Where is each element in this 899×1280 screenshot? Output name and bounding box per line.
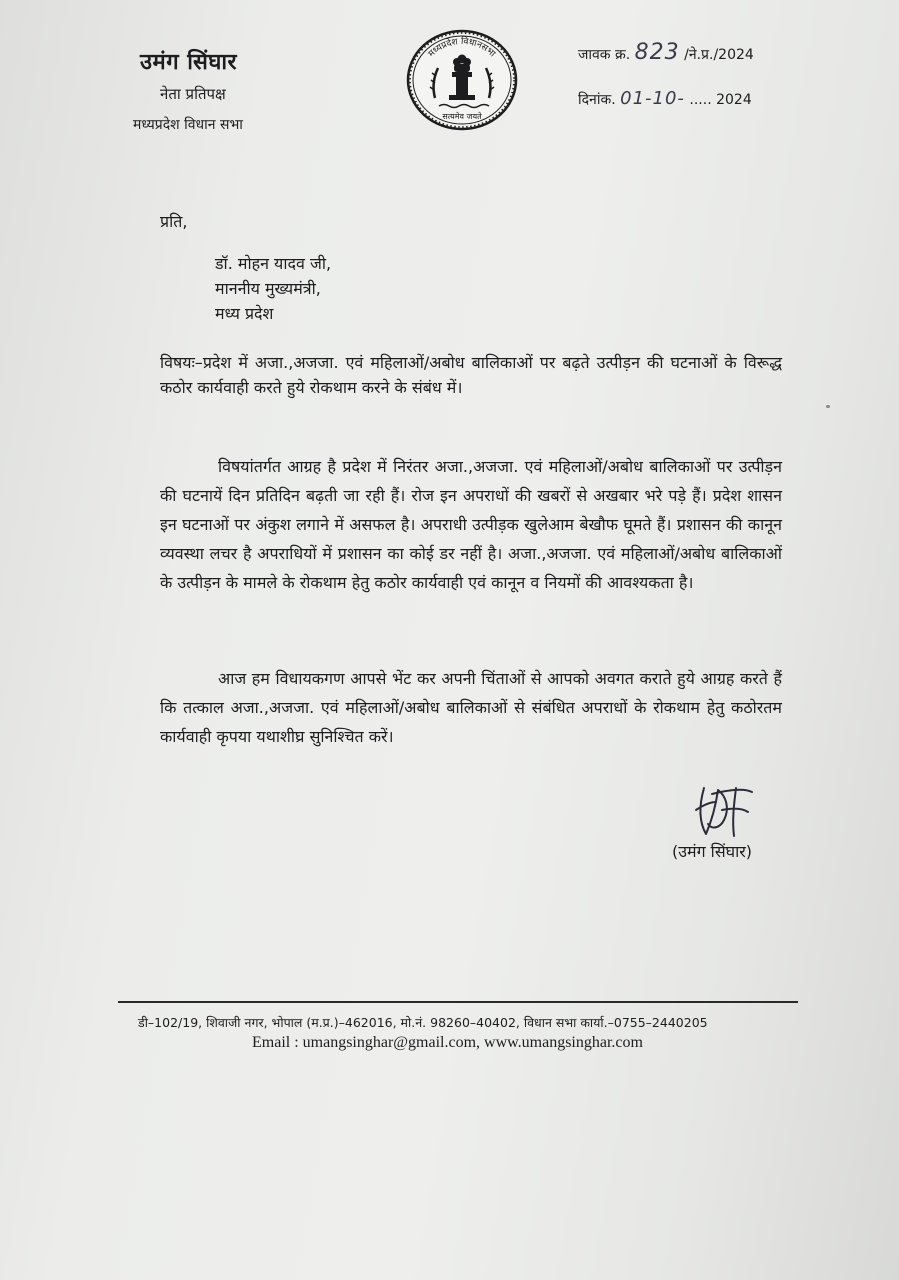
signatory-name: (उमंग सिंघार) <box>672 842 753 861</box>
dispatch-number-handwritten: 823 <box>634 40 680 65</box>
to-label: प्रति, <box>160 212 188 231</box>
subject-block <box>160 350 782 400</box>
dispatch-label: जावक क्र. <box>578 47 631 63</box>
date-handwritten: 01-10- <box>620 88 685 109</box>
date-year: 2024 <box>716 92 752 108</box>
recipient-name: डॉ. मोहन यादव जी, <box>215 254 332 273</box>
footer-divider <box>118 1001 798 1003</box>
recipient-designation: माननीय मुख्यमंत्री, <box>215 279 321 298</box>
sender-name: उमंग सिंघार <box>140 50 238 75</box>
footer-contact: Email : umangsinghar@gmail.com, www.umangsinghar.com <box>252 1034 643 1051</box>
body-paragraph-1: विषयांतर्गत आग्रह है प्रदेश में निरंतर अजा.,अजजा. एवं महिलाओं/अबोध बालिकाओं पर उत्पीड़न की घटनायें दिन प्रतिदिन बढ़ती जा रही हैं। रोज इन अपराधों की खबरों से अखबार भरे पड़े हैं। प्रदेश शासन इन घटनाओं पर अंकुश लगाने में असफल है। अपराधी उत्पीड़क खुलेआम बेखौफ घूमते हैं। प्रशासन की कानून व्यवस्था लचर है अपराधियों में प्रशासन का कोई डर नहीं है। अजा.,अजजा. एवं महिलाओं/अबोध बालिकाओं के उत्पीड़न के मामले के रोकथाम हेतु कठोर कार्यवाही एवं कानून व नियमों की आवश्यकता है। <box>160 457 782 592</box>
date-line <box>578 88 752 109</box>
paper-speck <box>826 405 830 408</box>
date-label: दिनांक. <box>578 92 616 108</box>
date-dots: ..... <box>689 92 712 108</box>
subject-text: प्रदेश में अजा.,अजजा. एवं महिलाओं/अबोध बालिकाओं पर बढ़ते उत्पीड़न की घटनाओं के विरूद्ध कठोर कार्यवाही करते हुये रोकथाम करने के संबंध में। <box>160 353 782 397</box>
sender-designation: नेता प्रतिपक्ष <box>160 85 226 103</box>
seal-top-text: मध्यप्रदेश विधानसभा <box>426 36 498 60</box>
state-emblem-seal-icon <box>405 28 519 132</box>
dispatch-suffix: /ने.प्र./2024 <box>684 47 754 63</box>
dispatch-number-line <box>578 40 754 65</box>
recipient-state: मध्य प्रदेश <box>215 304 274 323</box>
footer-address: डी–102/19, शिवाजी नगर, भोपाल (म.प्र.)–462016, मो.नं. 98260–40402, विधान सभा कार्या.–0755–2440205 <box>138 1015 708 1030</box>
seal-motto: सत्यमेव जयते <box>442 112 482 121</box>
sender-organization: मध्यप्रदेश विधान सभा <box>133 117 243 133</box>
subject-label: विषयः– <box>160 353 203 372</box>
body-paragraph-2: आज हम विधायकगण आपसे भेंट कर अपनी चिंताओं से आपको अवगत कराते हुये आग्रह करते हैं कि तत्काल अजा.,अजजा. एवं महिलाओं/अबोध बालिकाओं से संबंधित अपराधों के रोकथाम हेतु कठोरतम कार्यवाही कृपया यथाशीघ्र सुनिश्चित करें। <box>160 669 782 746</box>
handwritten-signature <box>682 780 762 840</box>
